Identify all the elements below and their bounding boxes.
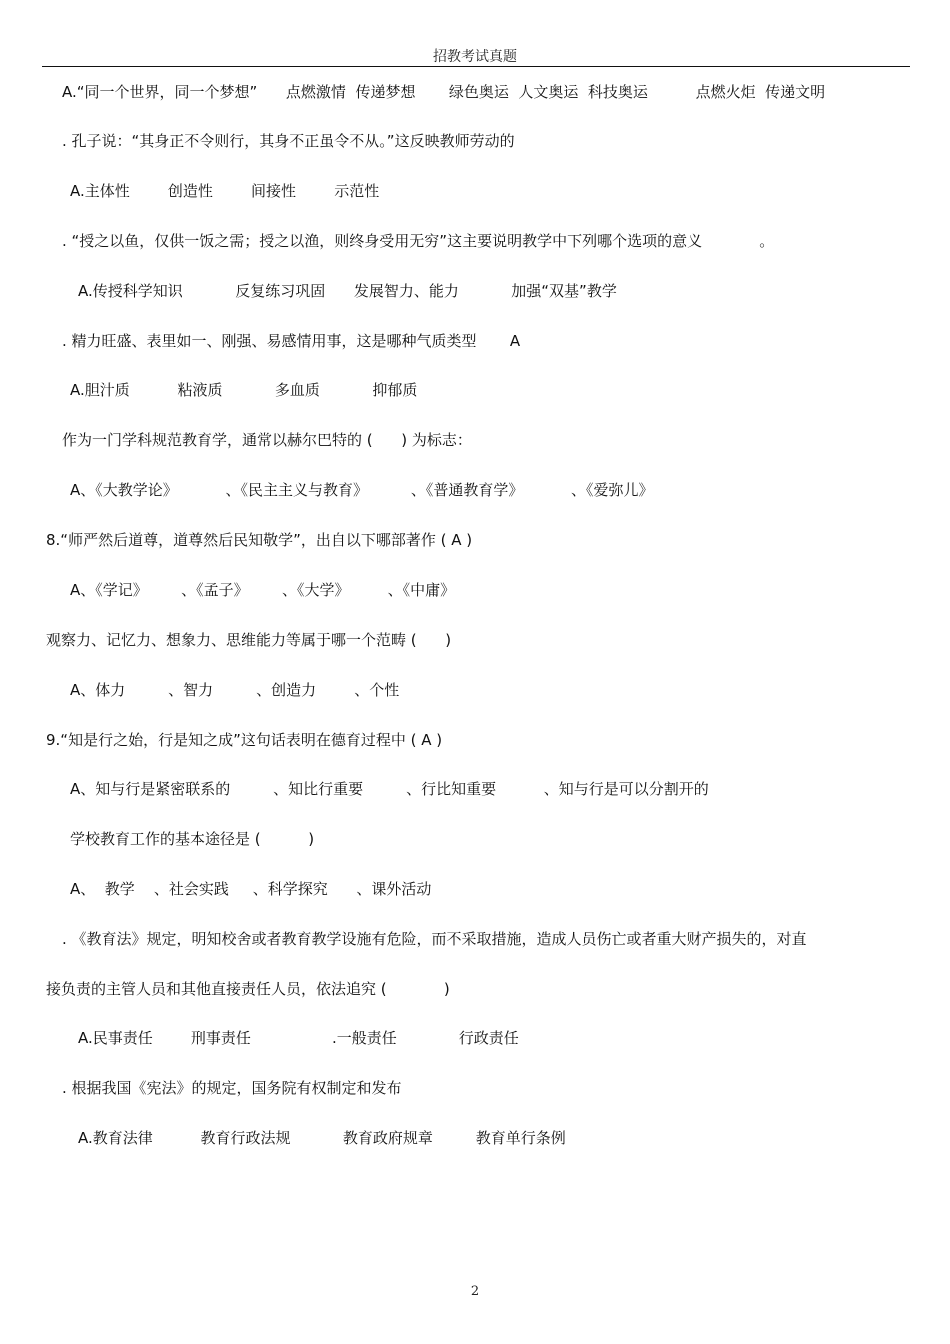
page-header: 招教考试真题 [433,49,517,65]
text-line: A、知与行是紧密联系的 、知比行重要 、行比知重要 、知与行是可以分割开的 [70,780,709,798]
text-line: 8.“师严然后道尊，道尊然后民知敬学”，出自以下哪部著作 ( A ) [46,531,473,549]
text-line: 学校教育工作的基本途径是 ( ) [70,830,315,848]
text-line: A、《学记》 、《孟子》 、《大学》 、《中庸》 [70,581,456,599]
text-line: A、 教学 、社会实践 、科学探究 、课外活动 [70,880,432,898]
text-line: . 《教育法》规定，明知校舍或者教育教学设施有危险，而不采取措施，造成人员伤亡或者重大财产损失的，对直 [62,930,807,948]
text-line: 9.“知是行之始，行是知之成”这句话表明在德育过程中 ( A ) [46,731,443,749]
text-line: A、体力 、智力 、创造力 、个性 [70,681,400,699]
text-line: A.主体性 创造性 间接性 示范性 [70,182,380,200]
text-line: 观察力、记忆力、想象力、思维能力等属于哪一个范畴 ( ) [46,631,452,649]
text-line: A.“同一个世界，同一个梦想” 点燃激情 传递梦想 绿色奥运 人文奥运 科技奥运 点燃火炬 传递文明 [62,83,826,101]
text-line: . 孔子说：“其身正不令则行，其身不正虽令不从。”这反映教师劳动的 [62,132,515,150]
text-line: . 精力旺盛、表里如一、刚强、易感情用事，这是哪种气质类型 A [62,332,521,350]
text-line: 接负责的主管人员和其他直接责任人员，依法追究 ( ) [46,980,450,998]
text-line: A、《大教学论》 、《民主主义与教育》 、《普通教育学》 、《爱弥儿》 [70,481,654,499]
text-line: . “授之以鱼，仅供一饭之需；授之以渔，则终身受用无穷”这主要说明教学中下列哪个选项的意义 。 [62,232,775,250]
text-line: 作为一门学科规范教育学，通常以赫尔巴特的 ( ) 为标志： [62,431,472,449]
text-line: A.传授科学知识 反复练习巩固 发展智力、能力 加强“双基”教学 [78,282,617,300]
text-line: . 根据我国《宪法》的规定，国务院有权制定和发布 [62,1079,402,1097]
page-number: 2 [470,1284,480,1299]
text-line: A.胆汁质 粘液质 多血质 抑郁质 [70,381,418,399]
text-line: A.教育法律 教育行政法规 教育政府规章 教育单行条例 [78,1129,566,1147]
header-rule [42,66,910,67]
text-line: A.民事责任 刑事责任 .一般责任 行政责任 [78,1029,519,1047]
